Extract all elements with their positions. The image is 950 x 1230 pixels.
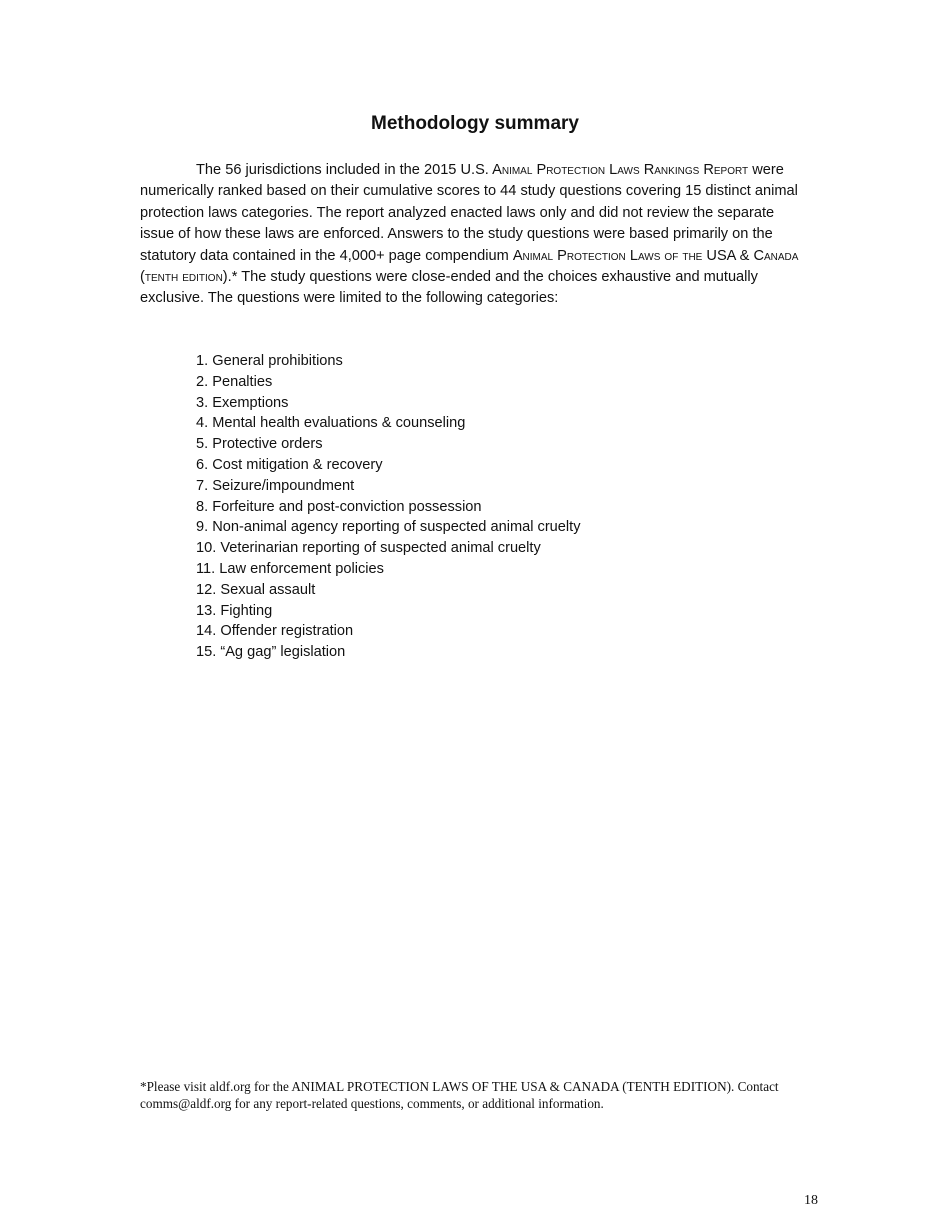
compendium-name: Animal Protection Laws of the USA & Canada (tenth edition).: [140, 247, 799, 286]
list-item: 1. General prohibitions: [196, 353, 343, 369]
intro-text-part1: The 56 jurisdictions included in the 2015: [196, 162, 461, 178]
list-item: 4. Mental health evaluations & counseling: [196, 415, 466, 432]
list-item: 8. Forfeiture and post-conviction possession: [196, 498, 482, 515]
report-name: U.S. Animal Protection Laws Rankings Report: [460, 162, 749, 178]
footnote: *Please visit aldf.org for the ANIMAL PROTECTION LAWS OF THE USA & CANADA (TENTH EDITION). Contact comms@aldf.org for any report-related questions, comments, or additional information.: [140, 1079, 779, 1111]
list-item: 10. Veterinarian reporting of suspected animal cruelty: [196, 540, 541, 557]
intro-text-part3: * The study questions were close-ended and the choices exhaustive and mutually exclusive. The questions were limited to the following categories:: [140, 269, 758, 307]
list-item: 9. Non-animal agency reporting of suspected animal cruelty: [196, 519, 581, 536]
intro-paragraph: [140, 160, 812, 310]
intro-text-part2: were numerically ranked based on their cumulative scores to 44 study questions covering 15 distinct animal protection laws categories. The report analyzed enacted laws only and did not review the separate issue of how these laws are enforced. Answers to the study questions were based primarily on the statutory data contained in the 4,000+ page compendium: [140, 162, 798, 264]
list-item: 11. Law enforcement policies: [196, 560, 384, 577]
list-item: 2. Penalties: [196, 373, 273, 390]
list-item: 15. “Ag gag” legislation: [196, 644, 346, 661]
list-item: 6. Cost mitigation & recovery: [196, 456, 383, 473]
list-item: 5. Protective orders: [196, 436, 323, 453]
list-item: 13. Fighting: [196, 602, 273, 619]
category-list: [196, 351, 756, 663]
list-item: 7. Seizure/impoundment: [196, 477, 355, 494]
list-item: 3. Exemptions: [196, 394, 289, 411]
page-number: 18: [804, 1193, 818, 1208]
list-item: 14. Offender registration: [196, 623, 354, 640]
list-item: 12. Sexual assault: [196, 581, 316, 598]
page-title: Methodology summary: [371, 113, 579, 134]
